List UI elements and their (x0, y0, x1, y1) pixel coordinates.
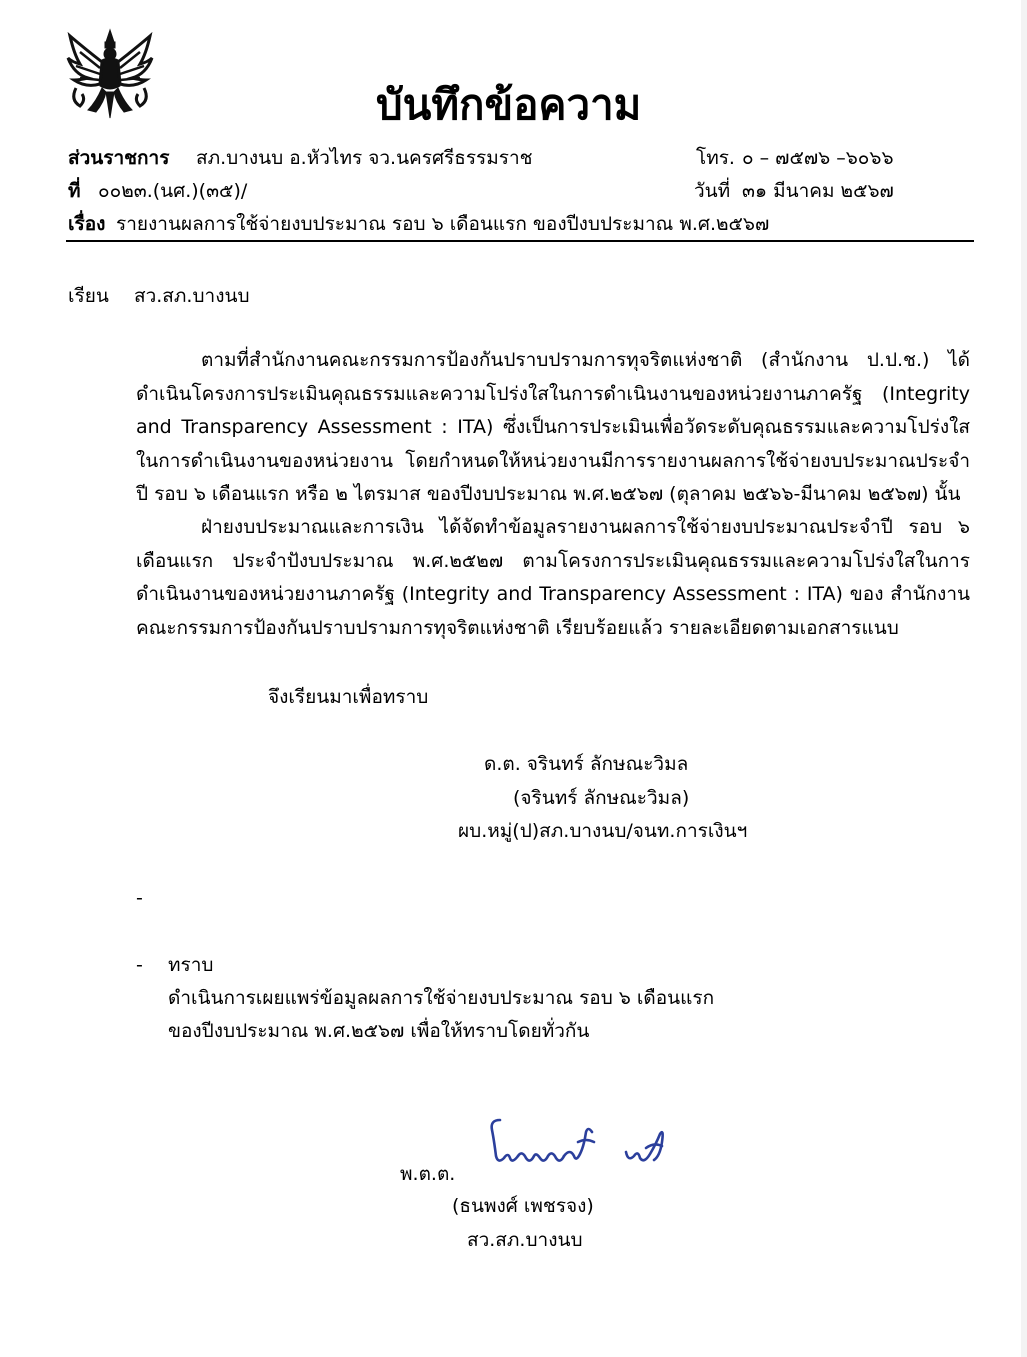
signer2-position: สว.สภ.บางนบ (467, 1229, 583, 1251)
date-value: ๓๑ มีนาคม ๒๕๖๗ (742, 180, 894, 202)
signer2-name-paren: (ธนพงศ์ เพชรจง) (452, 1195, 594, 1217)
paragraph-1-text: ตามที่สำนักงานคณะกรรมการป้องกันปราบปรามการทุจริตแห่งชาติ (สำนักงาน ป.ป.ช.) ได้ดำเนินโครงการประเมินคุณธรรมและความโปร่งใสในการดำเนินงานของหน่วยงานภาครัฐ (Integrity and Transparency Assessment : ITA) ซึ่งเป็นการประเมินเพื่อวัดระดับคุณธรรมและความโปร่งใสในการดำเนินงานของหน่วยงาน โดยกำหนดให้หน่วยงานมีการรายงานผลการใช้จ่ายงบประมาณประจำปี รอบ ๖ เดือนแรก หรือ ๒ ไตรมาส ของปีงบประมาณ พ.ศ.๒๕๖๗ (ตุลาคม ๒๕๖๖-มีนาคม ๒๕๖๗) นั้น (136, 349, 970, 505)
garuda-emblem-icon (66, 28, 154, 120)
page-edge-shadow (1021, 0, 1027, 1357)
signer1-name: ด.ต. จรินทร์ ลักษณะวิมล (484, 753, 689, 775)
department-value: สภ.บางนบ อ.หัวไทร จว.นครศรีธรรมราช (196, 147, 533, 169)
header-divider (66, 240, 974, 242)
signer2-rank: พ.ต.ต. (400, 1163, 456, 1185)
paragraph-2 (136, 511, 970, 645)
order-acknowledge: ทราบ (168, 954, 214, 976)
page-title: บันทึกข้อความ (376, 80, 642, 129)
subject-value: รายงานผลการใช้จ่ายงบประมาณ รอบ ๖ เดือนแรก ของปีงบประมาณ พ.ศ.๒๕๖๗ (116, 213, 770, 235)
signer1-position: ผบ.หมู่(ป)สภ.บางนบ/จนท.การเงินฯ (458, 820, 748, 842)
handwritten-signature (486, 1112, 676, 1174)
order-line-1: ดำเนินการเผยแพร่ข้อมูลผลการใช้จ่ายงบประมาณ รอบ ๖ เดือนแรก (168, 987, 715, 1009)
department-label: ส่วนราชการ (68, 147, 170, 169)
order-dash-2: - (136, 954, 143, 976)
salutation-value: สว.สภ.บางนบ (134, 285, 250, 307)
phone-value: ๐ – ๗๕๗๖ –๖๐๖๖ (742, 147, 894, 169)
date-label: วันที่ (694, 180, 731, 202)
salutation-label: เรียน (68, 285, 109, 307)
reference-value: ๐๐๒๓.(นศ.)(๓๕)/ (98, 180, 248, 202)
signer1-name-paren: (จรินทร์ ลักษณะวิมล) (513, 787, 690, 809)
paragraph-2-text: ฝ่ายงบประมาณและการเงิน ได้จัดทำข้อมูลรายงานผลการใช้จ่ายงบประมาณประจำปี รอบ ๖ เดือนแรก ประจำปังบประมาณ พ.ศ.๒๕๒๗ ตามโครงการประเมินคุณธรรมและความโปร่งใสในการดำเนินงานของหน่วยงานภาครัฐ (Integrity and Transparency Assessment : ITA) ของ สำนักงานคณะกรรมการป้องกันปราบปรามการทุจริตแห่งชาติ เรียบร้อยแล้ว รายละเอียดตามเอกสารแนบ (136, 516, 970, 639)
reference-label: ที่ (68, 180, 81, 202)
paragraph-1 (136, 344, 970, 512)
closing-text: จึงเรียนมาเพื่อทราบ (268, 686, 429, 708)
order-line-2: ของปีงบประมาณ พ.ศ.๒๕๖๗ เพื่อให้ทราบโดยทั่วกัน (168, 1020, 590, 1042)
subject-label: เรื่อง (68, 213, 106, 235)
order-dash-1: - (136, 887, 143, 909)
phone-label: โทร. (696, 147, 735, 169)
